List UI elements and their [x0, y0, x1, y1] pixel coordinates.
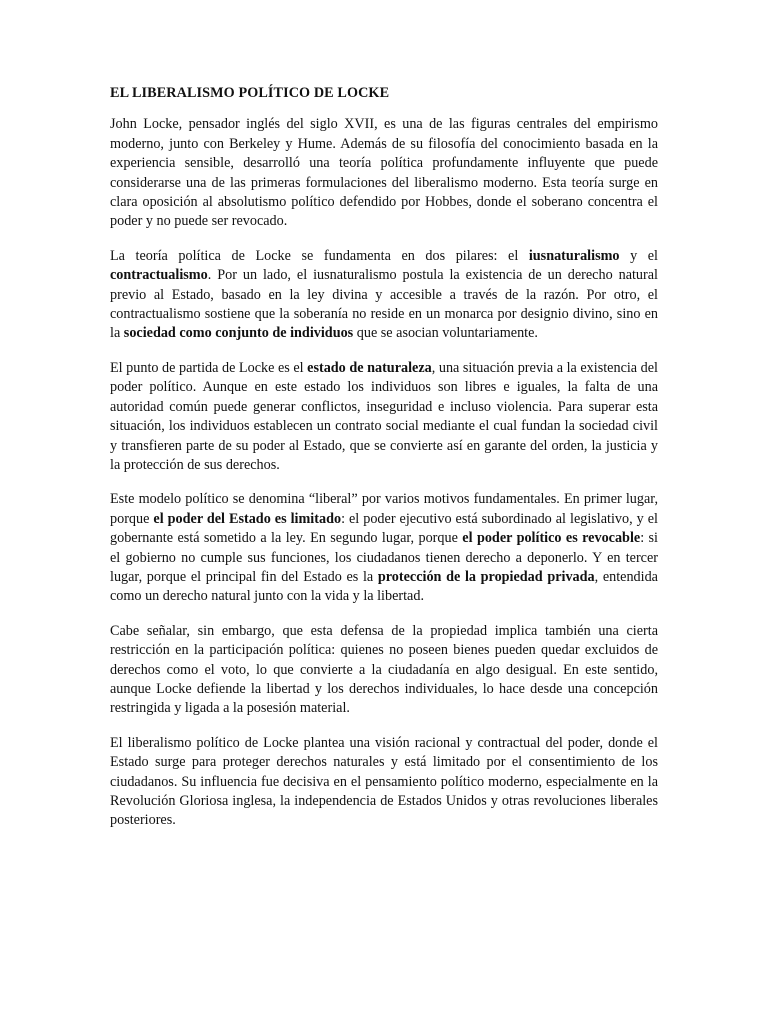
text-run: El punto de partida de Locke es el — [110, 359, 308, 376]
text-run: , entendida como un derecho natural junto con la vida y la libertad. — [110, 568, 658, 605]
paragraph — [110, 115, 658, 231]
paragraph — [110, 622, 658, 719]
bold-term: sociedad como conjunto de individuos — [123, 325, 354, 342]
document-page — [110, 84, 658, 846]
bold-term: iusnaturalismo — [528, 247, 620, 264]
bold-term: contractualismo — [110, 267, 208, 284]
bold-term: el poder político es revocable — [462, 530, 641, 547]
text-run: : el poder ejecutivo está subordinado al legislativo, y el gobernante está sometido a la ley. En segundo lugar, porque — [110, 510, 658, 547]
bold-term: el poder del Estado es limitado — [153, 510, 342, 527]
bold-term: protección de la propiedad privada — [377, 568, 595, 585]
bold-term: estado de naturaleza — [307, 359, 432, 376]
paragraph — [110, 734, 658, 831]
text-run: John Locke, pensador inglés del siglo XVII, es una de las figuras centrales del empirismo moderno, junto con Berkeley y Hume. Además de su filosofía del conocimiento basada en la experiencia sensible, desarrolló una teoría política profundamente influyente que puede considerarse una de las primeras formulaciones del liberalismo moderno. Esta teoría surge en clara oposición al absolutismo político defendido por Hobbes, donde el soberano concentra el poder y no puede ser revocado. — [110, 116, 658, 230]
paragraph — [110, 247, 658, 344]
text-run: La teoría política de Locke se fundamenta en dos pilares: el — [110, 247, 529, 264]
paragraph — [110, 490, 658, 606]
text-run: . Por un lado, el iusnaturalismo postula la existencia de un derecho natural previo al Estado, basado en la ley divina y accesible a través de la razón. Por otro, el contractualismo sostiene que la soberanía no reside en un monarca por designio divino, sino en la — [110, 267, 658, 342]
text-run: Cabe señalar, sin embargo, que esta defensa de la propiedad implica también una cierta restricción en la participación política: quienes no poseen bienes pueden quedar excluidos de derechos como el voto, lo que convierte a la ciudadanía en algo desigual. En este sentido, aunque Locke defiende la libertad y los derechos individuales, lo hace desde una concepción restringida y ligada a la posesión material. — [110, 622, 658, 717]
paragraph — [110, 359, 658, 475]
text-run: que se asocian voluntariamente. — [353, 325, 538, 342]
text-run: , una situación previa a la existencia del poder político. Aunque en este estado los individuos son libres e iguales, la falta de una autoridad común puede generar conflictos, inseguridad e incluso violencia. Para superar esta situación, los individuos establecen un contrato social mediante el cual fundan la sociedad civil y transfieren parte de su poder al Estado, que se convierte así en garante del orden, la justicia y la protección de sus derechos. — [110, 359, 659, 473]
text-run: El liberalismo político de Locke plantea una visión racional y contractual del poder, donde el Estado surge para proteger derechos naturales y está limitado por el consentimiento de los ciudadanos. Su influencia fue decisiva en el pensamiento político moderno, especialmente en la Revolución Gloriosa inglesa, la independencia de Estados Unidos y otras revoluciones liberales posteriores. — [110, 734, 658, 829]
text-run: Este modelo político se denomina “liberal” por varios motivos fundamentales. En primer lugar, porque — [110, 491, 658, 527]
document-title: EL LIBERALISMO POLÍTICO DE LOCKE — [110, 85, 390, 101]
text-run: : si el gobierno no cumple sus funciones, los ciudadanos tienen derecho a deponerlo. Y en tercer lugar, porque el principal fin del Estado es la — [110, 530, 659, 585]
document-body — [110, 115, 658, 830]
text-run: y el — [619, 247, 658, 264]
